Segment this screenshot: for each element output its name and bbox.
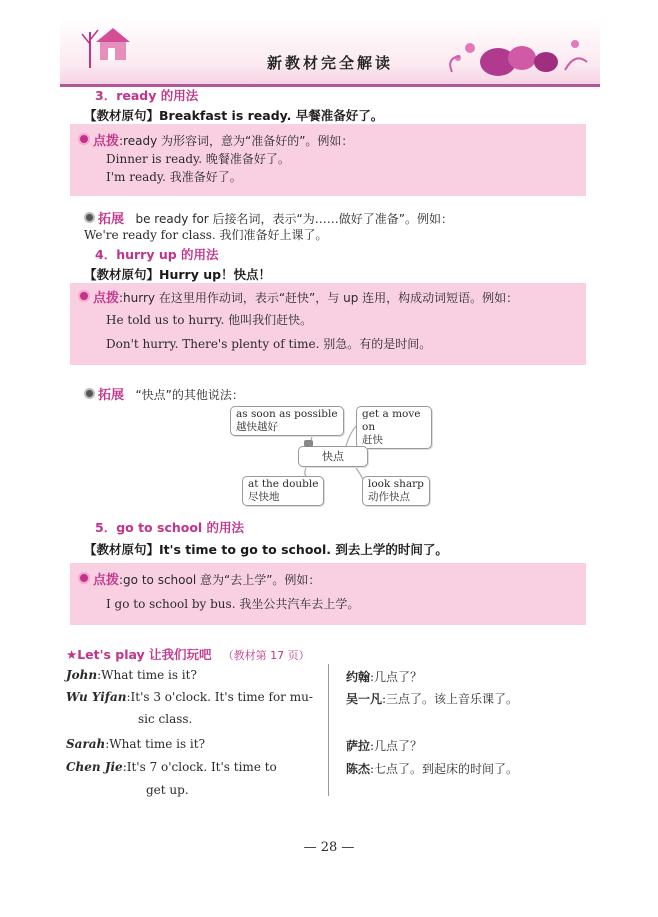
lets-play-title: ★Let's play 让我们玩吧 bbox=[66, 647, 212, 662]
dialogue-translation bbox=[346, 690, 518, 707]
speaker-name: Chen Jie bbox=[66, 760, 123, 774]
example-sentence: I'm ready. 我准备好了。 bbox=[106, 170, 242, 184]
example-sentence: He told us to hurry. 他叫我们赶快。 bbox=[106, 313, 313, 327]
original-sentence: 【教材原句】It's time to go to school. 到去上学的时间了。 bbox=[84, 542, 448, 557]
node-chinese: 赶快 bbox=[362, 434, 383, 446]
extension-example: We're ready for class. 我们准备好上课了。 bbox=[84, 228, 328, 242]
mind-map-node bbox=[230, 406, 344, 436]
extension-bullet-icon bbox=[84, 212, 95, 223]
mind-map-node bbox=[242, 476, 324, 506]
column-divider bbox=[328, 664, 329, 796]
speaker-name-cn: 萨拉 bbox=[346, 739, 371, 753]
mind-map-node bbox=[362, 476, 430, 506]
tip-heading bbox=[78, 569, 320, 588]
dialogue-line bbox=[66, 737, 205, 751]
mind-map bbox=[226, 402, 432, 512]
dialogue-line bbox=[66, 668, 197, 682]
section-title: 3．ready 的用法 bbox=[95, 88, 199, 103]
node-chinese: 尽快地 bbox=[248, 491, 280, 503]
extension-heading bbox=[84, 384, 244, 403]
speaker-name-cn: 陈杰 bbox=[346, 762, 371, 776]
tip-label: 点拨 bbox=[93, 291, 120, 306]
extension-heading bbox=[84, 208, 453, 227]
speaker-name-cn: 吴一凡 bbox=[346, 692, 383, 706]
original-sentence: 【教材原句】Hurry up！快点！ bbox=[84, 267, 272, 282]
tip-bullet-icon bbox=[78, 572, 90, 584]
header-decoration bbox=[60, 18, 600, 84]
tip-heading bbox=[78, 287, 518, 306]
extension-text: “快点”的其他说法： bbox=[135, 388, 244, 402]
dialogue-translation bbox=[346, 668, 422, 685]
dialogue-text: :What time is it? bbox=[105, 737, 206, 751]
page-header bbox=[60, 18, 600, 87]
tip-box bbox=[70, 563, 586, 625]
node-english: as soon as possible bbox=[236, 408, 338, 420]
tip-bullet-icon bbox=[78, 133, 90, 145]
node-english: look sharp bbox=[368, 478, 424, 490]
translation-text: :七点了。到起床的时间了。 bbox=[370, 762, 519, 776]
dialogue-text: :What time is it? bbox=[97, 668, 197, 682]
translation-text: :几点了？ bbox=[370, 739, 423, 753]
tip-label: 点拨 bbox=[93, 134, 120, 149]
lets-play-heading bbox=[66, 644, 310, 663]
dialogue-text: :It's 7 o'clock. It's time to bbox=[122, 760, 277, 774]
example-sentence: Dinner is ready. 晚餐准备好了。 bbox=[106, 152, 290, 166]
tip-text: :hurry 在这里用作动词，表示“赶快”，与 up 连用，构成动词短语。例如： bbox=[119, 291, 519, 305]
extension-bullet-icon bbox=[84, 388, 95, 399]
dialogue-line bbox=[66, 760, 277, 774]
example-sentence: I go to school by bus. 我坐公共汽车去上学。 bbox=[106, 597, 360, 611]
mind-map-center: 快点 bbox=[298, 446, 368, 467]
dialogue-translation bbox=[346, 760, 518, 777]
page-number: — 28 — bbox=[303, 840, 355, 855]
dialogue-continuation: sic class. bbox=[138, 712, 193, 726]
section-title: 4．hurry up 的用法 bbox=[95, 247, 219, 262]
example-sentence: Don't hurry. There's plenty of time. 别急。有的是时间。 bbox=[106, 337, 432, 351]
node-english: get a move on bbox=[362, 408, 421, 433]
tip-box bbox=[70, 124, 586, 196]
node-chinese: 动作快点 bbox=[368, 491, 410, 503]
original-sentence: 【教材原句】Breakfast is ready. 早餐准备好了。 bbox=[84, 108, 384, 123]
node-english: at the double bbox=[248, 478, 319, 490]
speaker-name: John bbox=[66, 668, 98, 682]
extension-label: 拓展 bbox=[98, 388, 125, 403]
tip-text: :ready 为形容词，意为“准备好的”。例如： bbox=[119, 134, 354, 148]
tip-box bbox=[70, 283, 586, 365]
extension-text: be ready for 后接名词，表示“为……做好了准备”。例如： bbox=[135, 212, 453, 226]
mind-map-node bbox=[356, 406, 432, 449]
speech-bubble-icon bbox=[304, 440, 313, 447]
tip-bullet-icon bbox=[78, 290, 90, 302]
dialogue-continuation: get up. bbox=[146, 783, 189, 797]
tip-label: 点拨 bbox=[93, 573, 120, 588]
speaker-name: Sarah bbox=[66, 737, 106, 751]
dialogue-line bbox=[66, 690, 313, 704]
header-title: 新教材完全解读 bbox=[266, 54, 393, 72]
translation-text: :三点了。该上音乐课了。 bbox=[382, 692, 519, 706]
textbook-page-ref: （教材第 17 页） bbox=[222, 649, 310, 662]
node-chinese: 越快越好 bbox=[236, 421, 278, 433]
tip-heading bbox=[78, 130, 353, 149]
translation-text: :几点了？ bbox=[370, 670, 423, 684]
speaker-name-cn: 约翰 bbox=[346, 670, 371, 684]
section-title: 5．go to school 的用法 bbox=[95, 520, 245, 535]
dialogue-text: :It's 3 o'clock. It's time for mu- bbox=[126, 690, 313, 704]
extension-label: 拓展 bbox=[98, 212, 125, 227]
dialogue-translation bbox=[346, 737, 422, 754]
speaker-name: Wu Yifan bbox=[66, 690, 127, 704]
tip-text: :go to school 意为“去上学”。例如： bbox=[119, 573, 321, 587]
